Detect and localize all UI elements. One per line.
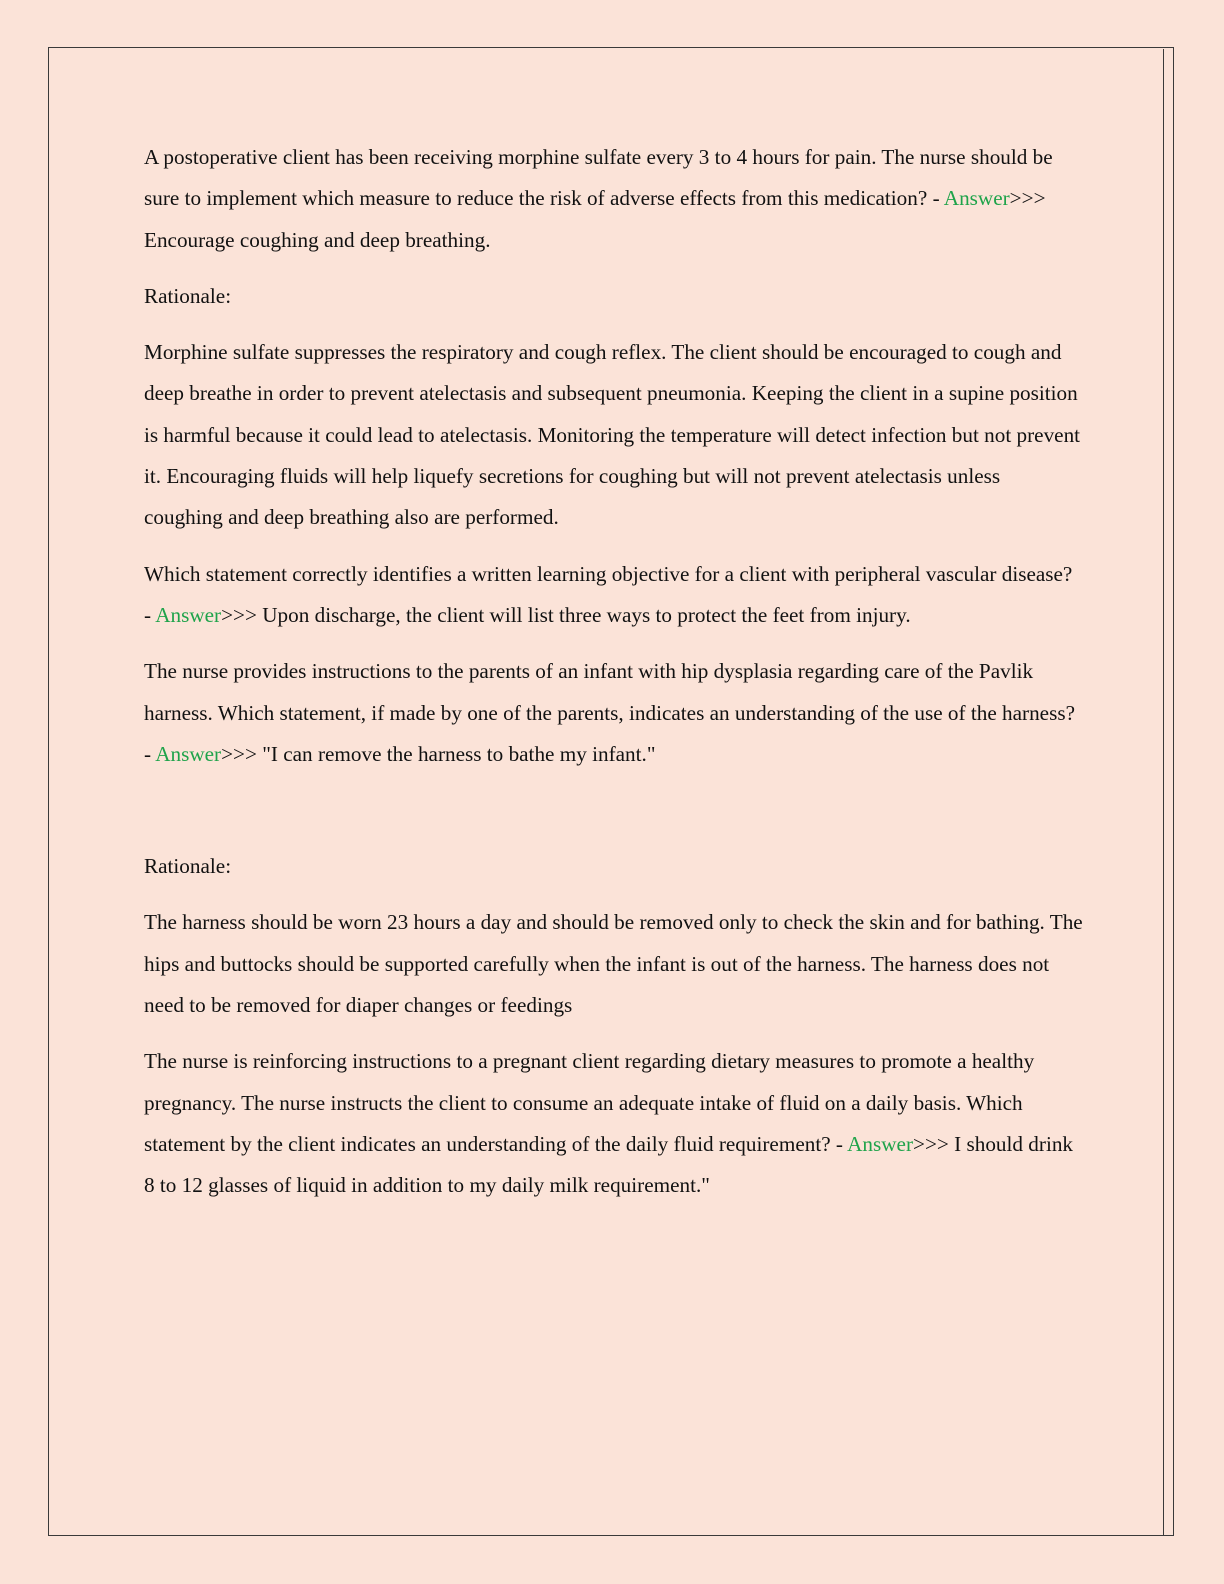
rationale-paragraph: The harness should be worn 23 hours a day and should be removed only to check the skin and for bathing. The hips and buttocks should be supported carefully when the infant is out of the harness. The harness does not need to be removed for diaper changes or feedings [144,910,1083,1018]
question-paragraph [144,651,1084,775]
answer-label: Answer [155,741,222,766]
answer-text: >>> Encourage coughing and deep breathing. [144,186,1046,252]
question-text: The nurse is reinforcing instructions to a pregnant client regarding dietary measures to promote a healthy pregnancy. The nurse instructs the client to consume an adequate intake of fluid on a daily basis. Which statement by the client indicates an understanding of the daily fluid requirement? - [144,1049,1035,1156]
question-text: Which statement correctly identifies a written learning objective for a client with peripheral vascular disease? - [144,561,1073,627]
question-paragraph [144,137,1084,261]
page-border-right-rule [1163,49,1166,1536]
answer-text: >>> "I can remove the harness to bathe my infant." [221,741,656,766]
rationale-heading: Rationale: [144,854,232,879]
question-paragraph [144,554,1084,637]
question-text: A postoperative client has been receiving morphine sulfate every 3 to 4 hours for pain. The nurse should be sure to implement which measure to reduce the risk of adverse effects from this medication? - [144,145,1053,211]
answer-label: Answer [943,186,1010,211]
rationale-paragraph: Morphine sulfate suppresses the respiratory and cough reflex. The client should be encouraged to cough and deep breathe in order to prevent atelectasis and subsequent pneumonia. Keeping the client in a supine position is harmful because it could lead to atelectasis. Monitoring the temperature will detect infection but not prevent it. Encouraging fluids will help liquefy secretions for coughing but will not prevent atelectasis unless coughing and deep breathing also are performed. [144,340,1081,530]
answer-text: >>> Upon discharge, the client will list three ways to protect the feet from injury. [221,602,911,627]
answer-label: Answer [847,1131,913,1156]
rationale-heading: Rationale: [144,283,232,308]
blank-gap [144,790,1084,846]
answer-label: Answer [155,602,222,627]
question-paragraph [144,1041,1084,1206]
document-body [144,137,1084,1222]
answer-text: >>> I should drink 8 to 12 glasses of liquid in addition to my daily milk requirement." [144,1131,1074,1198]
question-text: The nurse provides instructions to the parents of an infant with hip dysplasia regarding care of the Pavlik harness. Which statement, if made by one of the parents, indicates an understanding of the use of the harness? - [144,659,1075,766]
